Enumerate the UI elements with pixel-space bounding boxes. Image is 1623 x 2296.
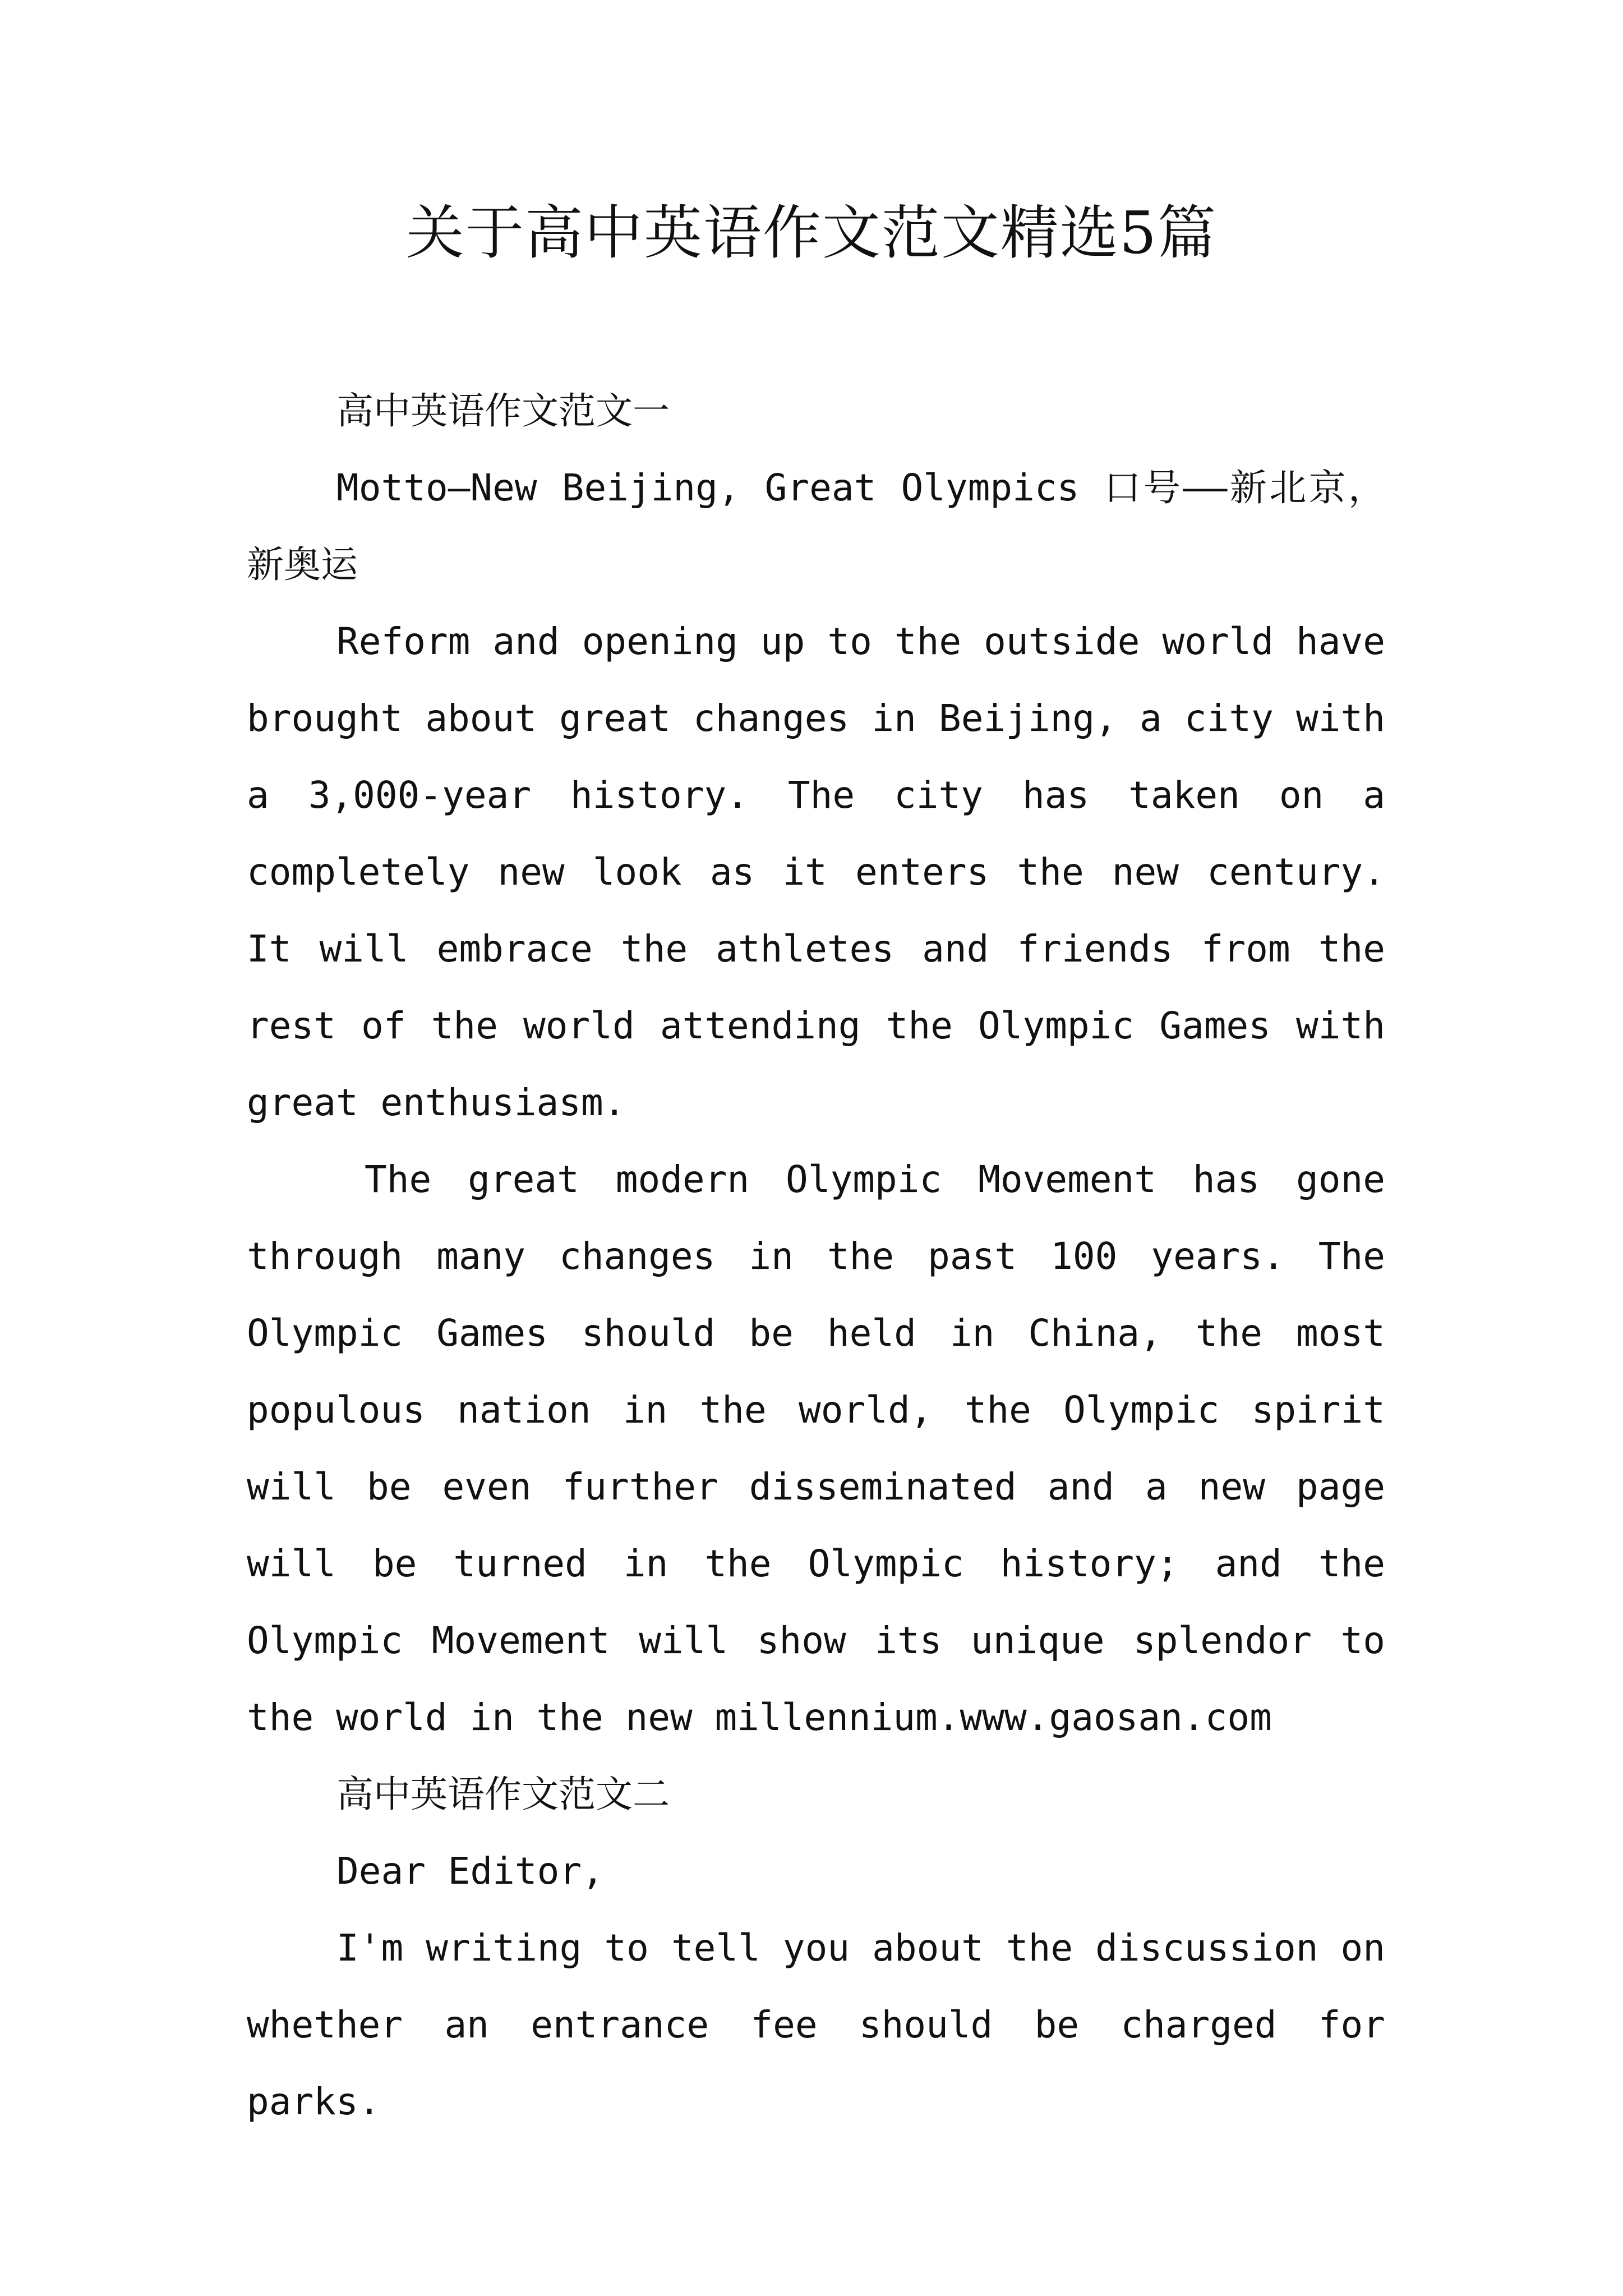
document-title: 关于高中英语作文范文精选5篇 xyxy=(405,199,1218,267)
section-heading-2: 高中英语作文范文二 xyxy=(336,1773,670,1816)
letter-salutation: Dear Editor, xyxy=(336,1849,604,1893)
section-heading-1: 高中英语作文范文一 xyxy=(336,389,670,432)
body-paragraph: The great modern Olympic Movement has gone through many changes in the past 100 years. The Olympic Games should be held in China, the most populous nation in the world, the Olympic spirit will be even further disseminated and a new page will be turned in the Olympic history; and the Olympic Movement will show its unique splendor to the world in the new millennium.www.gaosan.com xyxy=(247,1158,1385,1739)
body-paragraph: Reform and opening up to the outside world have brought about great changes in Beijing, a city with a 3,000-year history. The city has taken on a completely new look as it enters the new century. It will embrace the athletes and friends from the rest of the world attending the Olympic Games with great enthusiasm. xyxy=(247,620,1385,1124)
document-body xyxy=(247,372,1385,2140)
motto-paragraph: Motto—New Beijing, Great Olympics 口号——新北京，新奥运 xyxy=(247,466,1385,586)
body-paragraph: I'm writing to tell you about the discussion on whether an entrance fee should be charged for parks. xyxy=(247,1926,1385,2123)
